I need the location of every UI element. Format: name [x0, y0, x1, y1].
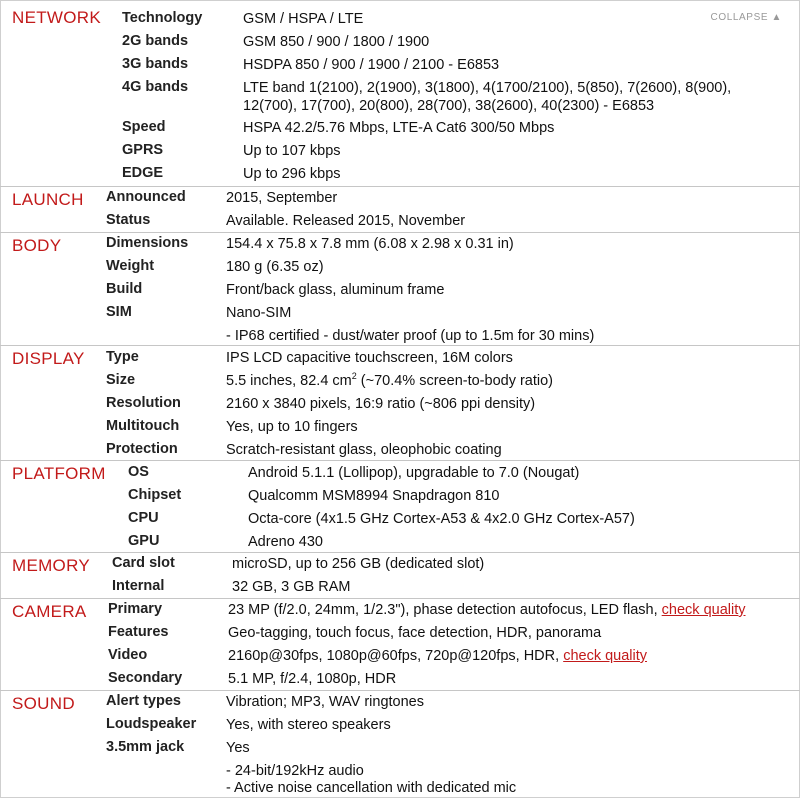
spec-value: 32 GB, 3 GB RAM	[232, 579, 351, 595]
check-quality-link[interactable]: check quality	[563, 648, 648, 664]
spec-label: Weight	[106, 258, 155, 274]
spec-label: Features	[108, 624, 169, 640]
spec-value: Octa-core (4x1.5 GHz Cortex-A53 & 4x2.0 GHz Cortex-A57)	[248, 511, 635, 527]
spec-label: Resolution	[106, 395, 181, 411]
spec-value: Available. Released 2015, November	[226, 213, 466, 229]
spec-value: 180 g (6.35 oz)	[226, 259, 324, 275]
spec-value: Geo-tagging, touch focus, face detection, HDR, panorama	[228, 625, 602, 641]
section-title-launch: LAUNCH	[12, 190, 84, 209]
section-body	[0, 232, 800, 346]
spec-value: Yes, up to 10 fingers	[226, 419, 358, 435]
section-camera	[0, 598, 800, 691]
section-title-display: DISPLAY	[12, 349, 85, 368]
spec-label: Protection	[106, 441, 178, 457]
spec-label: CPU	[128, 510, 159, 526]
spec-value: GSM / HSPA / LTE	[243, 11, 364, 27]
spec-value: Up to 107 kbps	[243, 143, 341, 159]
section-platform	[0, 460, 800, 553]
spec-value: 2015, September	[226, 190, 338, 206]
size-value-ratio: (~70.4% screen-to-body ratio)	[356, 373, 554, 389]
spec-value-continued: - Active noise cancellation with dedicated mic	[226, 780, 517, 796]
section-title-memory: MEMORY	[12, 556, 90, 575]
spec-value	[228, 601, 746, 619]
spec-label: Type	[106, 349, 139, 365]
section-display	[0, 345, 800, 461]
spec-label: SIM	[106, 304, 132, 320]
spec-label: GPRS	[122, 142, 164, 158]
collapse-button[interactable]: COLLAPSE ▲	[710, 12, 782, 23]
spec-value	[228, 647, 647, 665]
spec-label: Alert types	[106, 693, 181, 709]
primary-value-text: 23 MP (f/2.0, 24mm, 1/2.3"), phase detection autofocus, LED flash,	[228, 602, 662, 618]
spec-value: Up to 296 kbps	[243, 166, 341, 182]
spec-label: Chipset	[128, 487, 182, 503]
spec-label: Technology	[122, 10, 203, 26]
spec-label: Announced	[106, 189, 186, 205]
spec-label: Loudspeaker	[106, 716, 197, 732]
spec-value: - 24-bit/192kHz audio	[226, 763, 364, 779]
spec-value: - IP68 certified - dust/water proof (up to 1.5m for 30 mins)	[226, 328, 595, 344]
spec-label: Build	[106, 281, 143, 297]
spec-value: Qualcomm MSM8994 Snapdragon 810	[248, 488, 500, 504]
section-title-network: NETWORK	[12, 8, 101, 27]
spec-value: HSPA 42.2/5.76 Mbps, LTE-A Cat6 300/50 Mbps	[243, 120, 555, 136]
spec-value: Android 5.1.1 (Lollipop), upgradable to 7.0 (Nougat)	[248, 465, 580, 481]
spec-label: EDGE	[122, 165, 164, 181]
size-value-main: 5.5 inches, 82.4 cm	[226, 373, 352, 389]
section-title-sound: SOUND	[12, 694, 75, 713]
spec-value: 2160 x 3840 pixels, 16:9 ratio (~806 ppi density)	[226, 396, 536, 412]
spec-value: Adreno 430	[248, 534, 323, 550]
check-quality-link[interactable]: check quality	[661, 602, 746, 618]
spec-label: Dimensions	[106, 235, 189, 251]
spec-value: HSDPA 850 / 900 / 1900 / 2100 - E6853	[243, 57, 500, 73]
spec-label: GPU	[128, 533, 160, 549]
spec-value: IPS LCD capacitive touchscreen, 16M colors	[226, 350, 513, 366]
video-value-text: 2160p@30fps, 1080p@60fps, 720p@120fps, HDR,	[228, 648, 564, 664]
spec-label: OS	[128, 464, 149, 480]
size-value-superscript: 2	[351, 371, 357, 382]
spec-label: Status	[106, 212, 151, 228]
section-title-camera: CAMERA	[12, 602, 87, 621]
spec-label: Video	[108, 647, 148, 663]
spec-label: Internal	[112, 578, 165, 594]
spec-label: 3G bands	[122, 56, 189, 72]
spec-label: Primary	[108, 601, 163, 617]
section-memory	[0, 552, 800, 599]
spec-label: 4G bands	[122, 79, 189, 95]
spec-label: Size	[106, 372, 136, 388]
spec-value-continued: 12(700), 17(700), 20(800), 28(700), 38(2600), 40(2300) - E6853	[243, 98, 655, 114]
spec-label: 2G bands	[122, 33, 189, 49]
spec-value: GSM 850 / 900 / 1800 / 1900	[243, 34, 430, 50]
spec-label: Multitouch	[106, 418, 180, 434]
spec-value: Yes	[226, 740, 250, 756]
section-network	[0, 0, 800, 187]
spec-value: 5.1 MP, f/2.4, 1080p, HDR	[228, 671, 397, 687]
spec-value: Vibration; MP3, WAV ringtones	[226, 694, 424, 710]
spec-label: 3.5mm jack	[106, 739, 185, 755]
section-title-body: BODY	[12, 236, 62, 255]
spec-value: Yes, with stereo speakers	[226, 717, 391, 733]
spec-label: Card slot	[112, 555, 175, 571]
spec-value: Scratch-resistant glass, oleophobic coating	[226, 442, 502, 458]
spec-value: Front/back glass, aluminum frame	[226, 282, 445, 298]
spec-label: Secondary	[108, 670, 183, 686]
spec-value: Nano-SIM	[226, 305, 292, 321]
spec-value: microSD, up to 256 GB (dedicated slot)	[232, 556, 485, 572]
spec-value: 154.4 x 75.8 x 7.8 mm (6.08 x 2.98 x 0.31 in)	[226, 236, 514, 252]
section-title-platform: PLATFORM	[12, 464, 106, 483]
spec-value	[226, 372, 553, 390]
section-sound	[0, 690, 800, 799]
spec-value: LTE band 1(2100), 2(1900), 3(1800), 4(1700/2100), 5(850), 7(2600), 8(900),	[243, 80, 732, 96]
spec-label: Speed	[122, 119, 166, 135]
section-launch	[0, 186, 800, 233]
